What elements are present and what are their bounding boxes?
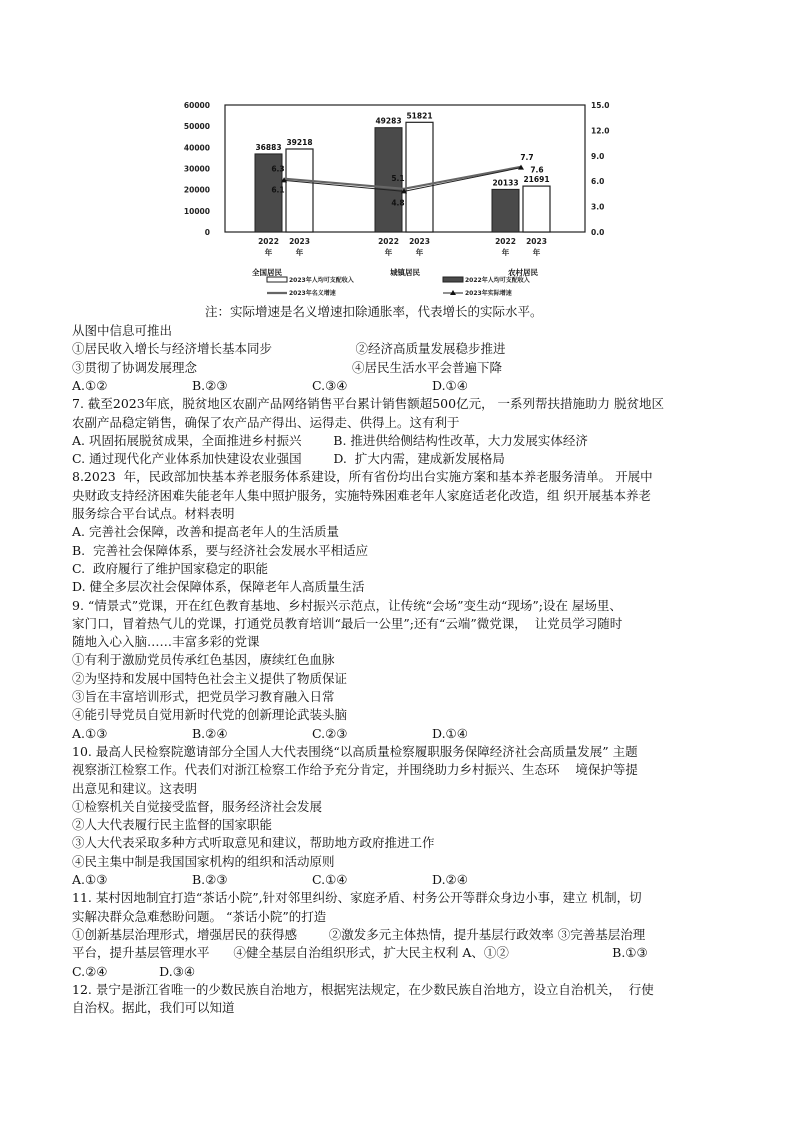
x-year-label: 2022 — [258, 237, 279, 246]
text-line: ③贯彻了协调发展理念 ④居民生活水平会普遍下降 — [72, 359, 502, 375]
text-line: 随地入心入脑……丰富多彩的党课 — [72, 634, 260, 650]
y-right-tick-label: 0.0 — [591, 228, 605, 237]
answer-option: B.②③ — [192, 377, 228, 393]
x-year-suffix: 年 — [415, 248, 424, 257]
x-year-suffix: 年 — [384, 248, 393, 257]
text-line: ③人大代表采取多种方式听取意见和建议，帮助地方政府推进工作 — [72, 835, 435, 851]
x-year-suffix: 年 — [532, 248, 541, 257]
text-line: ④能引导党员自觉用新时代党的创新理论武装头脑 — [72, 707, 348, 723]
x-year-label: 2023 — [526, 237, 547, 246]
text-line: ②人大代表履行民主监督的国家职能 — [72, 817, 273, 833]
text-line: 7. 截至2023年底，脱贫地区农副产品网络销售平台累计销售额超500亿元， 一系列帮扶措施助力 脱贫地区 — [72, 396, 665, 412]
legend-label: 2022年人均可支配收入 — [465, 277, 530, 284]
bar-2022 — [492, 189, 519, 232]
text-line: 视察浙江检察工作。代表们对浙江检察工作给予充分肯定，并围绕助力乡村振兴、生态环 境保护等提 — [72, 762, 638, 778]
group-label: 全国居民 — [252, 268, 282, 277]
bar-value-label: 49283 — [375, 116, 402, 126]
y-right-tick-label: 6.0 — [591, 177, 605, 187]
bar-2023 — [286, 149, 313, 232]
text-line: 服务综合平台试点。材料表明 — [72, 506, 235, 521]
text-line: A. 巩固拓展脱贫成果，全面推进乡村振兴 B. 推进供给侧结构性改革，大力发展实体经济 — [72, 432, 588, 448]
bar-value-label: 51821 — [406, 111, 433, 121]
real-growth-label: 4.8 — [391, 198, 405, 208]
chart-note: 注：实际增速是名义增速扣除通胀率，代表增长的实际水平。 — [205, 304, 543, 319]
y-right-tick-label: 12.0 — [591, 126, 610, 136]
text-line: ①有利于激励党员传承红色基因，赓续红色血脉 — [72, 652, 335, 668]
y-right-tick-label: 15.0 — [591, 101, 610, 110]
y-right-tick-label: 9.0 — [591, 151, 605, 161]
legend-label: 2023年人均可支配收入 — [289, 277, 354, 284]
bar-value-label: 21691 — [523, 175, 550, 185]
x-year-label: 2023 — [289, 237, 310, 246]
text-line: ②为坚持和发展中国特色社会主义提供了物质保证 — [72, 670, 348, 686]
nominal-growth-label: 6.3 — [271, 164, 285, 174]
y-left-tick-label: 0 — [204, 228, 210, 237]
answer-option: A.①③ — [72, 725, 108, 741]
answer-option: C.①④ — [312, 872, 348, 887]
legend-swatch-2022-income — [443, 277, 463, 282]
text-line: ①检察机关自觉接受监督，服务经济社会发展 — [72, 798, 323, 814]
text-line: 自治权。据此，我们可以知道 — [72, 1000, 235, 1016]
answer-option: C.③④ — [312, 377, 348, 393]
text-line: C. 通过现代化产业体系加快建设农业强国 D. 扩大内需，建成新发展格局 — [72, 451, 505, 467]
y-left-tick-label: 30000 — [183, 164, 210, 174]
text-line: A. 完善社会保障，改善和提高老年人的生活质量 — [72, 524, 339, 540]
text-line: ①居民收入增长与经济增长基本同步 ②经济高质量发展稳步推进 — [72, 341, 506, 357]
text-line: C. 政府履行了维护国家稳定的职能 — [72, 560, 269, 576]
answer-options — [72, 871, 552, 889]
x-year-suffix: 年 — [264, 248, 273, 257]
text-line: 央财政支持经济困难失能老年人集中照护服务，实施特殊困难老年人家庭适老化改造，组 织开展基本养老 — [72, 487, 651, 503]
y-right-tick-label: 3.0 — [591, 202, 605, 212]
text-line: ①创新基层治理形式，增强居民的获得感 ②激发多元主体热情，提升基层行政效率 ③完善基层治理 — [72, 926, 646, 942]
legend-label: 2023年名义增速 — [289, 290, 336, 297]
answer-options — [72, 377, 552, 395]
answer-option: B.②④ — [192, 725, 228, 741]
y-left-tick-label: 50000 — [183, 122, 210, 132]
text-line: ④民主集中制是我国国家机构的组织和活动原则 — [72, 853, 335, 869]
legend-swatch-2023-income — [267, 277, 287, 282]
answer-option: A.①② — [72, 377, 108, 393]
text-line: 10. 最高人民检察院邀请部分全国人大代表围绕“以高质量检察履职服务保障经济社会高质量发展” 主题 — [72, 743, 638, 759]
bar-2023 — [523, 186, 550, 232]
text-line: 从图中信息可推出 — [72, 323, 173, 338]
answer-option: D.②④ — [432, 872, 468, 887]
answer-option: D.①④ — [432, 377, 468, 393]
x-year-suffix: 年 — [295, 248, 304, 257]
text-line: 9. “情景式”党课，开在红色教育基地、乡村振兴示范点，让传统“会场”变生动“现场”;设在 屋场里、 — [72, 597, 622, 613]
text-line: 出意见和建议。这表明 — [72, 780, 198, 796]
text-line: 家门口，冒着热气儿的党课，打通党员教育培训“最后一公里”;还有“云端”微党课， 让党员学习随时 — [72, 615, 623, 631]
text-line: 12. 景宁是浙江省唯一的少数民族自治地方，根据宪法规定，在少数民族自治地方，设立自治机关， 行使 — [72, 981, 654, 997]
answer-option: A.①③ — [72, 872, 108, 887]
legend-label: 2023年实际增速 — [465, 290, 512, 297]
answer-option: B.②③ — [192, 872, 228, 887]
text-line: D. 健全多层次社会保障体系，保障老年人高质量生活 — [72, 579, 365, 595]
nominal-growth-label: 5.1 — [391, 173, 405, 183]
bar-value-label: 20133 — [492, 178, 519, 188]
text-line: 实解决群众急难愁盼问题。 “茶话小院”的打造 — [72, 908, 327, 924]
nominal-growth-label: 7.7 — [520, 152, 534, 162]
income-chart — [175, 95, 615, 307]
text-line: ③旨在丰富培训形式，把党员学习教育融入日常 — [72, 689, 335, 704]
real-growth-label: 6.1 — [271, 185, 285, 195]
text-line: 农副产品稳定销售，确保了农产品产得出、运得走、供得上。这有利于 — [72, 414, 460, 430]
x-year-label: 2022 — [378, 237, 399, 246]
group-label: 农村居民 — [508, 268, 538, 277]
bar-value-label: 36883 — [255, 142, 282, 152]
text-line: 8.2023 年，民政部加快基本养老服务体系建设，所有省份均出台实施方案和基本养老服务清单。 开展中 — [72, 469, 653, 485]
y-left-tick-label: 20000 — [183, 185, 210, 195]
x-year-label: 2022 — [495, 237, 516, 246]
y-left-tick-label: 60000 — [183, 101, 210, 110]
answer-option: D.①④ — [432, 725, 468, 741]
text-line: B. 完善社会保障体系，要与经济社会发展水平相适应 — [72, 542, 369, 558]
x-year-label: 2023 — [409, 237, 430, 246]
text-line: 11. 某村因地制宜打造“茶话小院”,针对邻里纠纷、家庭矛盾、村务公开等群众身边小事，建立 机制，切 — [72, 890, 642, 906]
bar-2023 — [406, 122, 433, 232]
y-left-tick-label: 40000 — [183, 143, 210, 153]
bar-value-label: 39218 — [286, 137, 313, 147]
text-line: C.②④ D.③④ — [72, 963, 196, 979]
x-year-suffix: 年 — [501, 248, 510, 257]
answer-option: C.②③ — [312, 725, 348, 741]
answer-options — [72, 725, 552, 743]
group-label: 城镇居民 — [390, 268, 420, 277]
real-growth-label: 7.6 — [530, 165, 544, 175]
text-line: 平台，提升基层管理水平 ④健全基层自治组织形式，扩大民主权利 A、①② B.①③ — [72, 945, 648, 961]
y-left-tick-label: 10000 — [183, 206, 210, 216]
